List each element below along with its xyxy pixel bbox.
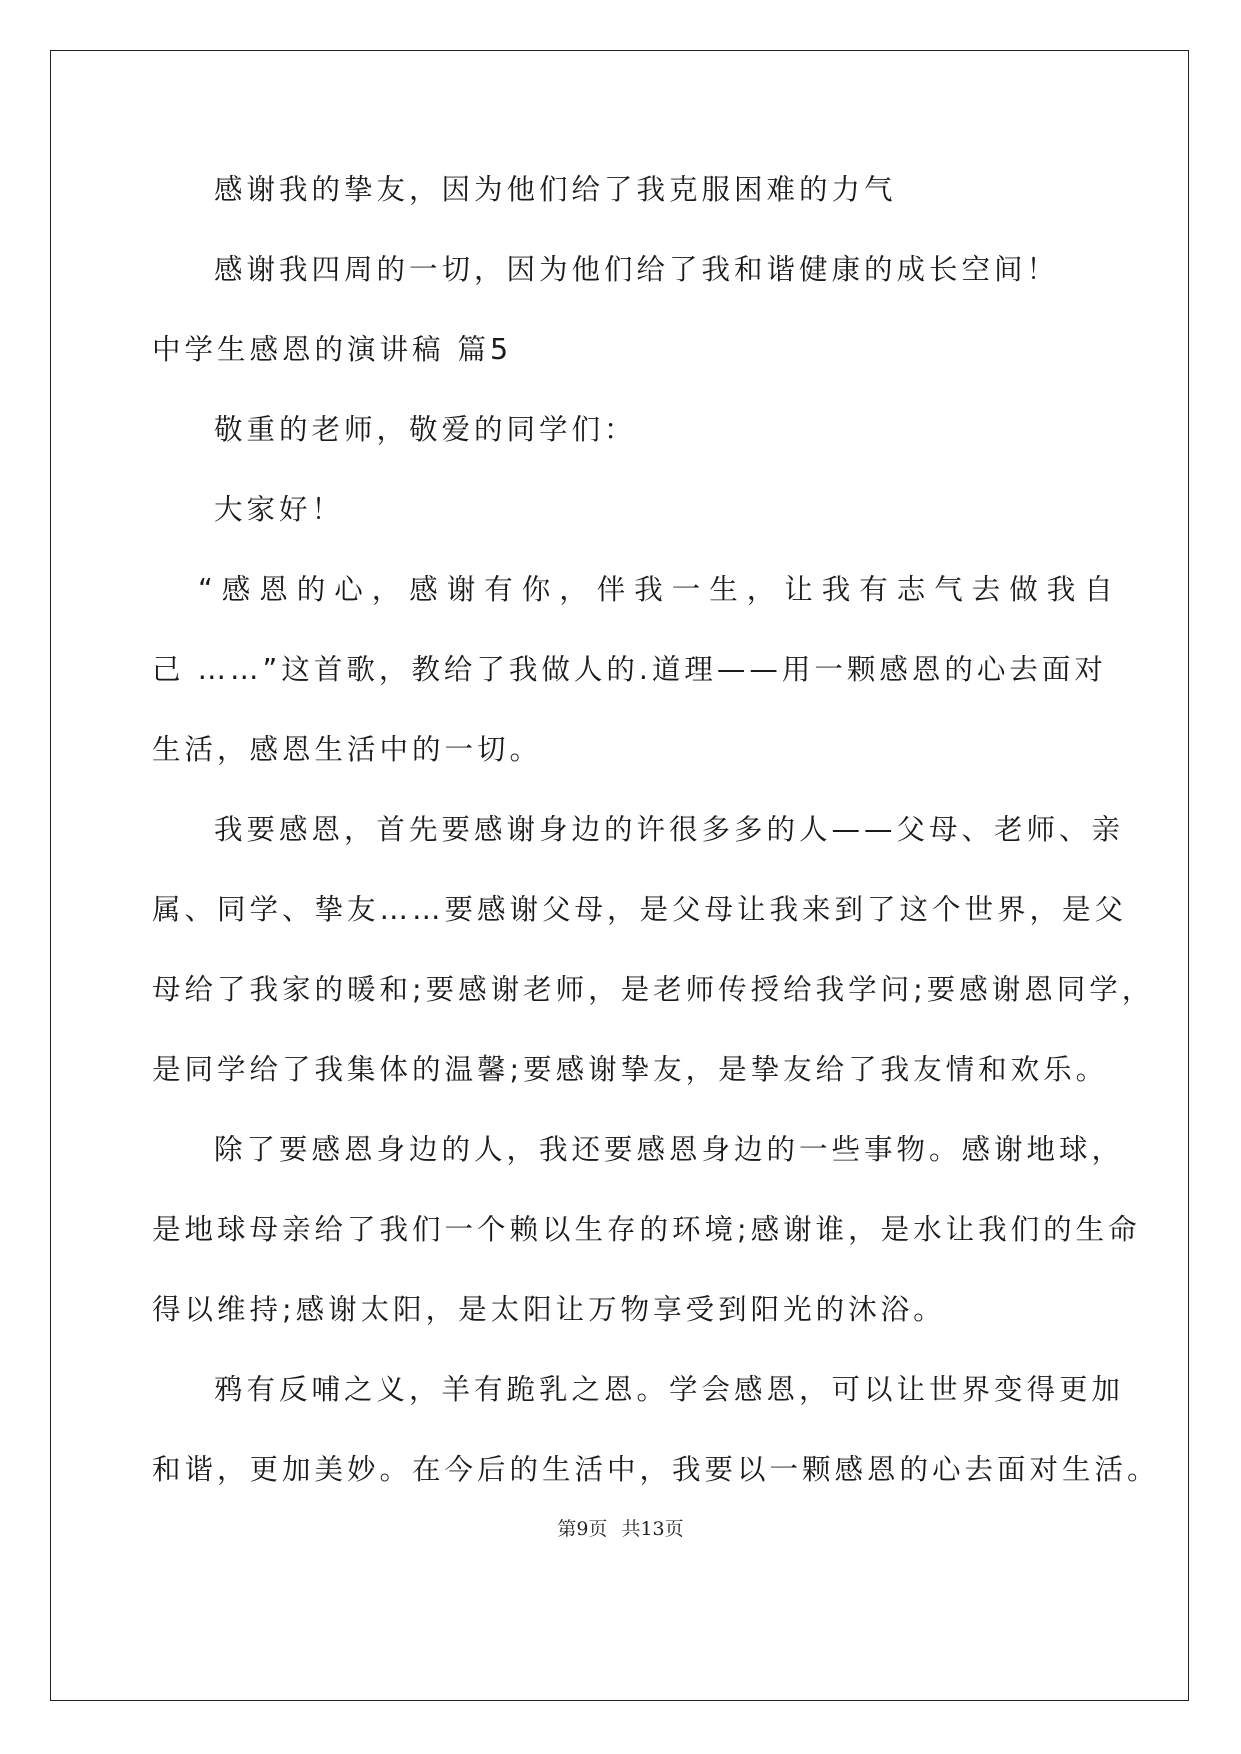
page-footer bbox=[0, 1514, 1241, 1541]
paragraph-line: “感恩的心，感谢有你，伴我一生，让我有志气去做我自 bbox=[198, 573, 1122, 606]
paragraph-line: 是同学给了我集体的温馨;要感谢挚友，是挚友给了我友情和欢乐。 bbox=[152, 1053, 1109, 1086]
paragraph-line: 我要感恩，首先要感谢身边的许很多多的人——父母、老师、亲 bbox=[214, 813, 1125, 846]
paragraph-line: 鸦有反哺之义，羊有跪乳之恩。学会感恩，可以让世界变得更加 bbox=[214, 1373, 1125, 1406]
paragraph-line: 感谢我的挚友，因为他们给了我克服困难的力气 bbox=[214, 173, 897, 206]
paragraph-line: 己 ……”这首歌，教给了我做人的.道理——用一颗感恩的心去面对 bbox=[152, 653, 1107, 686]
paragraph-line: 生活，感恩生活中的一切。 bbox=[152, 733, 543, 766]
paragraph-line: 母给了我家的暖和;要感谢老师，是老师传授给我学问;要感谢恩同学， bbox=[152, 973, 1155, 1006]
paragraph-line: 除了要感恩身边的人，我还要感恩身边的一些事物。感谢地球， bbox=[214, 1133, 1125, 1166]
section-heading: 中学生感恩的演讲稿 篇5 bbox=[152, 333, 513, 366]
paragraph-line: 是地球母亲给了我们一个赖以生存的环境;感谢谁，是水让我们的生命 bbox=[152, 1213, 1141, 1246]
paragraph-line: 属、同学、挚友……要感谢父母，是父母让我来到了这个世界，是父 bbox=[152, 893, 1128, 926]
paragraph-line: 和谐，更加美妙。在今后的生活中，我要以一颗感恩的心去面对生活。 bbox=[152, 1453, 1160, 1486]
paragraph-line: 得以维持;感谢太阳，是太阳让万物享受到阳光的沐浴。 bbox=[152, 1293, 946, 1326]
paragraph-line: 感谢我四周的一切，因为他们给了我和谐健康的成长空间！ bbox=[214, 253, 1060, 286]
page-total: 共13页 bbox=[621, 1518, 684, 1540]
salutation: 敬重的老师，敬爱的同学们： bbox=[214, 413, 637, 446]
greeting: 大家好！ bbox=[214, 493, 345, 526]
page-number: 第9页 bbox=[557, 1518, 608, 1540]
